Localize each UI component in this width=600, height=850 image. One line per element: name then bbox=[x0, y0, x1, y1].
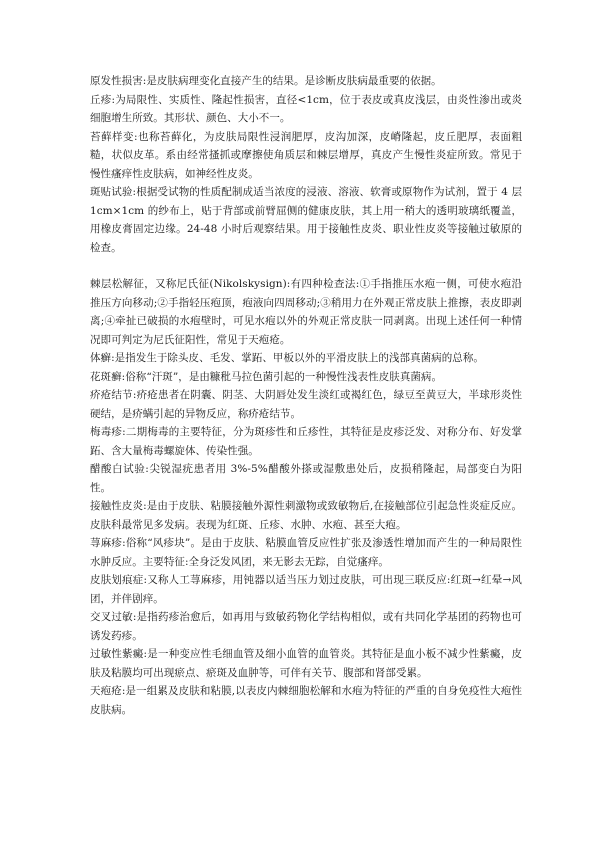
entry-acetowhite-test: 醋酸白试验:尖锐湿疣患者用 3%-5%醋酸外搽或湿敷患处后，皮损稍隆起，局部变白为阳性。 bbox=[90, 463, 522, 494]
entry-tinea-corporis: 体癣:是指发生于除头皮、毛发、掌跖、甲板以外的平滑皮肤上的浅部真菌病的总称。 bbox=[90, 352, 484, 364]
entry-nikolsky-sign: 棘层松解征，又称尼氏征(Nikolskysign):有四种检查法:①手指推压水疱一侧，可使水疱沿推压方向移动;②手指轻压疱顶，疱液向四周移动;③稍用力在外观正常皮肤上推擦，表皮即剥离;④牵扯已破损的水疱壁时，可见水疱以外的外观正常皮肤一同剥离。出现上述任何一种情况即可判定为尼氏征阳性，常见于天疱疮。 bbox=[90, 278, 522, 346]
paragraph-gap bbox=[90, 257, 522, 275]
entry-papule: 丘疹:为局限性、实质性、隆起性损害，直径<1cm，位于表皮或真皮浅层，由炎性渗出或炎细胞增生所致。其形状、颜色、大小不一。 bbox=[90, 93, 522, 124]
entry-allergic-purpura: 过敏性紫癜:是一种变应性毛细血管及细小血管的血管炎。其特征是血小板不减少性紫癜，皮肤及粘膜均可出现瘀点、瘀斑及血肿等，可伴有关节、腹部和肾部受累。 bbox=[90, 648, 522, 679]
entry-patch-test: 斑贴试验:根据受试物的性质配制成适当浓度的浸液、溶液、软膏或原物作为试剂，置于 4 层 1cm×1cm 的纱布上，贴于背部或前臂屈侧的健康皮肤，其上用一稍大的透明玻璃纸覆盖，用橡皮膏固定边缘。24-48 小时后观察结果。用于接触性皮炎、职业性皮炎等接触过敏原的检查。 bbox=[90, 186, 522, 254]
entry-dermatographism: 皮肤划痕症:又称人工荨麻疹，用钝器以适当压力划过皮肤，可出现三联反应:红斑→红晕→风团，并伴剧痒。 bbox=[90, 574, 522, 605]
entry-scabies-nodule: 疥疮结节:疥疮患者在阴囊、阴茎、大阴唇处发生淡红或褐红色，绿豆至黄豆大，半球形炎性硬结，是疥螨引起的异物反应，称疥疮结节。 bbox=[90, 389, 522, 420]
entry-contact-dermatitis: 接触性皮炎:是由于皮肤、粘膜接触外源性刺激物或致敏物后,在接触部位引起急性炎症反应。皮肤科最常见多发病。表现为红斑、丘疹、水肿、水疱、甚至大疱。 bbox=[90, 500, 522, 531]
entry-urticaria: 荨麻疹:俗称“风疹块”。是由于皮肤、粘膜血管反应性扩张及渗透性增加而产生的一种局限性水肿反应。主要特征:全身泛发风团，来无影去无踪，自觉瘙痒。 bbox=[90, 537, 522, 568]
entry-tinea-versicolor: 花斑癣:俗称“汗斑”，是由糠秕马拉色菌引起的一种慢性浅表性皮肤真菌病。 bbox=[90, 370, 443, 383]
entry-primary-lesion: 原发性损害:是皮肤病理变化直接产生的结果。是诊断皮肤病最重要的依据。 bbox=[90, 75, 442, 87]
entry-syphilid: 梅毒疹:二期梅毒的主要特征，分为斑疹性和丘疹性，其特征是皮疹泛发、对称分布、好发掌跖、含大量梅毒螺旋体、传染性强。 bbox=[90, 426, 522, 457]
entry-cross-allergy: 交叉过敏:是指药疹治愈后，如再用与致敏药物化学结构相似，或有共同化学基团的药物也可诱发药疹。 bbox=[90, 611, 522, 642]
entry-pemphigus: 天疱疮:是一组累及皮肤和粘膜,以表皮内棘细胞松解和水疱为特征的严重的自身免疫性大疱性皮肤病。 bbox=[90, 685, 522, 716]
document-page bbox=[90, 72, 522, 719]
entry-lichenification: 苔藓样变:也称苔藓化，为皮肤局限性浸润肥厚，皮沟加深，皮嵴隆起，皮丘肥厚，表面粗糙，状似皮革。系由经常搔抓或摩擦使角质层和棘层增厚，真皮产生慢性炎症所致。常见于慢性瘙痒性皮肤病，如神经性皮炎。 bbox=[90, 130, 522, 180]
